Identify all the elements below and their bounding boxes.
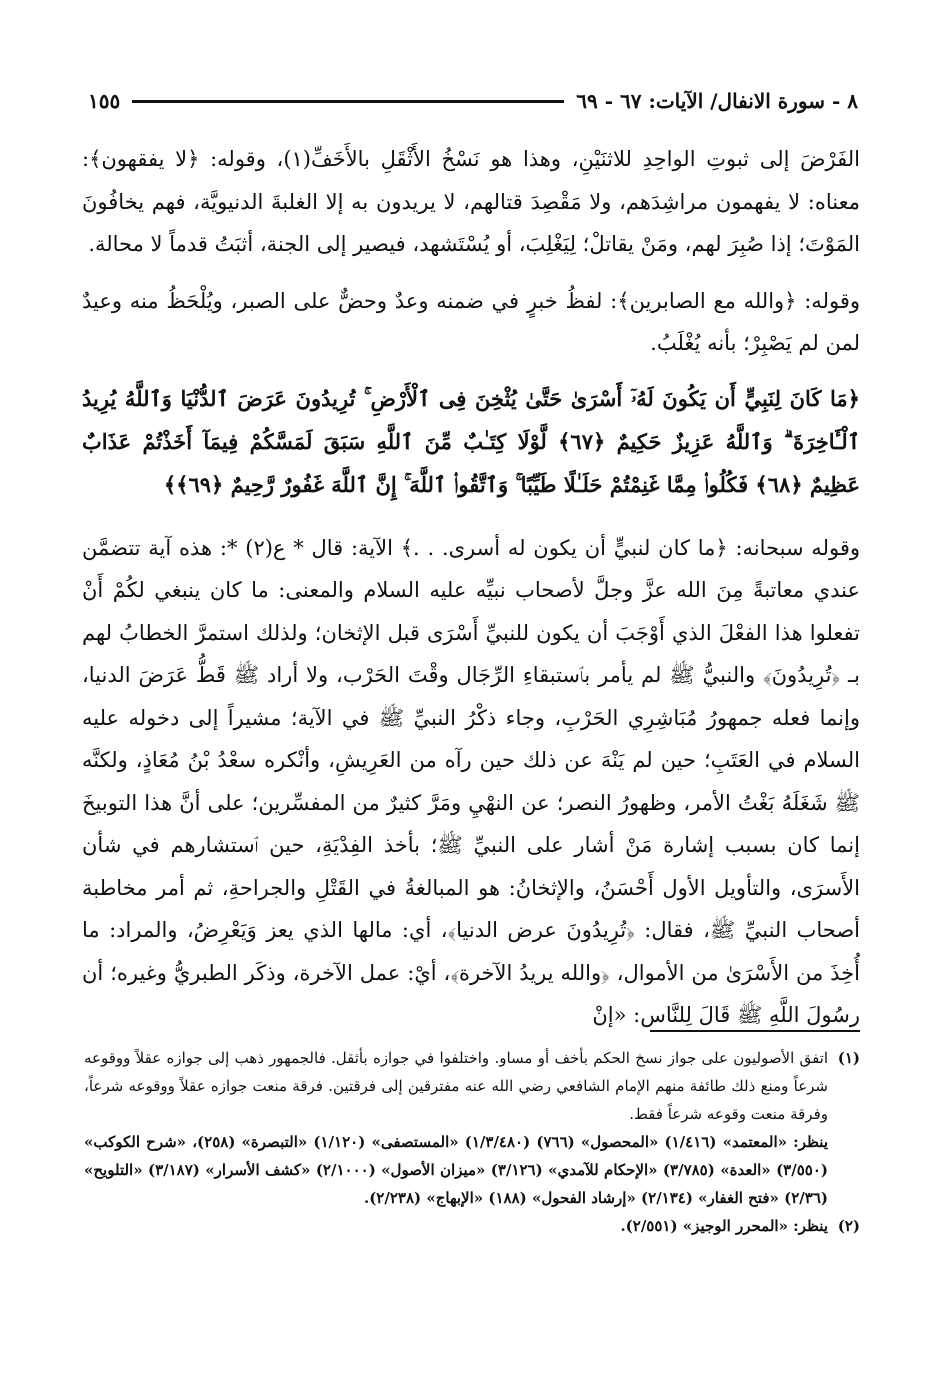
main-text [82, 138, 860, 1037]
footnote-2-text: ينظر: «المحرر الوجيز» (٢/٥٥١). [620, 1217, 828, 1235]
footnote-2 [84, 1212, 860, 1240]
paragraph-3: وقوله سبحانه: ﴿ما كان لنبيٍّ أن يكون له أسرى. . .﴾ الآية: قال * ع(٢) *: هذه آية تتضمَّن عندي معاتبةً مِنَ الله عزَّ وجلَّ لأصحاب نبيِّه عليه السلام والمعنى: ما كان ينبغي لكُمْ أَنْ تفعلوا هذا الفعْلَ الذي أَوْجَبَ أن يكون للنبيِّ أَسْرَى قبل الإثخان؛ ولذلك استمرَّ الخطابُ لهم بـ ﴿تُرِيدُونَ﴾ والنبيُّ ﷺ لم يأمر بٱستبقاءِ الرِّجَال وقْتَ الحَرْب، ولا أراد ﷺ قَطُّ عَرَضَ الدنيا، وإنما فعله جمهورُ مُبَاشِرِي الحَرْبِ، وجاء ذكْرُ النبيِّ ﷺ في الآية؛ مشيراً إلى دخوله عليه السلام في العَتَبِ؛ حين لم يَنْهَ عن ذلك حين رآه من العَرِيشِ، وأنْكره سعْدُ بْنُ مُعَاذٍ، ولكنَّه ﷺ شَغَلَهُ بَغْتُ الأمر، وظهورُ النصر؛ عن النهْيِ ومَرَّ كثيرٌ من المفسِّرين؛ على أنَّ هذا التوبيخَ إنما كان بسبب إشارة مَنْ أشار على النبيِّ ﷺ؛ بأخذ الفِدْيَةِ، حين ٱستشارهم في شأن الأَسرَى، والتأويل الأول أَحْسَنُ، والإثخانُ: هو المبالغةُ في القَتْلِ والجراحةِ، ثم أمر مخاطبة أصحاب النبيِّ ﷺ، فقال: ﴿تُرِيدُونَ عرض الدنيا﴾، أي: مالها الذي يعز وَيَعْرِضُ، والمراد: ما أُخِذَ من الأَسْرَىٰ من الأموال، ﴿والله يريدُ الآخرة﴾، أيْ: عمل الآخرة، وذكَر الطبريُّ وغيره؛ أن رسُولَ اللَّهِ ﷺ قَالَ لِلنَّاس: «إنْ [82, 535, 860, 1027]
footnote-1-text: اتفق الأصوليون على جواز نسخ الحكم بأخف أو مساو. واختلفوا في جوازه بأثقل. فالجمهور ذهب إلى جوازه عقلاً ووقوعه شرعاً ومنع ذلك طائفة منهم الإمام الشافعي رضي الله عنه مفترقين إلى فرقتين. فرقة منعت جوازه عقلاً ووقوعه شرعاً، وفرقة منعت وقوعه شرعاً فقط. [84, 1049, 828, 1123]
header-rule [132, 100, 564, 103]
page-number: ١٥٥ [88, 89, 121, 113]
footnote-2-marker: (٢) [837, 1217, 860, 1235]
footnote-separator [650, 1030, 860, 1032]
footnote-1-references: ينظر: «المعتمد» (١/٤١٦) «المحصول» (٧٦٦) (١/٣/٤٨٠) «المستصفى» (١/١٢٠) «التبصرة» (٢٥٨)، «شرح الكوكب» (٣/٥٥٠) «العدة» (٣/٧٨٥) «الإحكام للآمدي» (٣/١٢٦) «ميزان الأصول» (٢/١٠٠٠) «كشف الأسرار» (٣/١٨٧) «التلويح» (٢/٣٦) «فتح الغفار» (٢/١٣٤) «إرشاد الفحول» (١٨٨) «الإبهاج» (٢/٢٣٨). [84, 1133, 828, 1207]
paragraph-1: الفَرْضَ إلى ثبوتِ الواحِدِ للاثنَيْنِ، وهذا هو نَسْخُ الأَثْقَلِ بالأَخَفِّ(١)، وقوله: ﴿لا يفقهون﴾: معناه: لا يفهمون مراشِدَهم، ولا مَقْصِدَ قتالهم، لا يريدون به إلا الغلبةَ الدنيويَّة، فهم يخافُونَ المَوْتَ؛ إذا صُبِرَ لهم، ومَنْ يقاتلْ؛ لِيَغْلِبَ، أو يُسْتَشهد، فيصير إلى الجنة، أثبَتُ قدماً لا محالة. [82, 147, 860, 256]
running-header [88, 84, 858, 118]
paragraph-2: وقوله: ﴿والله مع الصابرين﴾: لفظُ خبرٍ في ضمنه وعدٌ وحضٌّ على الصبر، ويُلْحَظُ منه وعيدٌ لمن لم يَصْبِرْ؛ بأنه يُغْلَبُ. [82, 288, 860, 355]
footnote-1-marker: (١) [837, 1049, 860, 1067]
footnotes [84, 1044, 860, 1240]
header-title: ٨ - سورة الانفال/ الآيات: ٦٧ - ٦٩ [576, 89, 858, 113]
quran-verse: ﴿مَا كَانَ لِنَبِيٍّ أَن يَكُونَ لَهُۥٓ أَسْرَىٰ حَتَّىٰ يُثْخِنَ فِى ٱلْأَرْضِ ۚ تُرِيدُونَ عَرَضَ ٱلدُّنْيَا وَٱللَّهُ يُرِيدُ ٱلْـَٔاخِرَةَ ۗ وَٱللَّهُ عَزِيزٌ حَكِيمٌ ﴿٦٧﴾ لَّوْلَا كِتَـٰبٌ مِّنَ ٱللَّهِ سَبَقَ لَمَسَّكُمْ فِيمَآ أَخَذْتُمْ عَذَابٌ عَظِيمٌ ﴿٦٨﴾ فَكُلُوا۟ مِمَّا غَنِمْتُمْ حَلَـٰلًا طَيِّبًا ۚ وَٱتَّقُوا۟ ٱللَّهَ ۚ إِنَّ ٱللَّهَ غَفُورٌ رَّحِيمٌ ﴿٦٩﴾﴾ [82, 385, 860, 497]
footnote-1 [84, 1044, 860, 1212]
